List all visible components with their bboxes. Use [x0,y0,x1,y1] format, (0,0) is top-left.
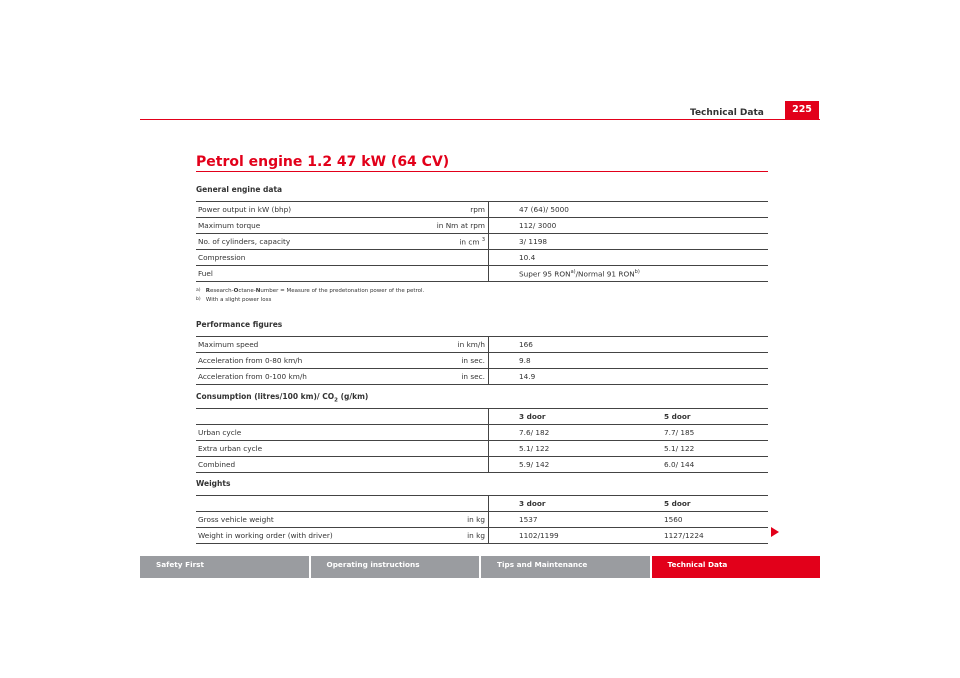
fuel-value [489,266,769,282]
row-label: Acceleration from 0-80 km/h [196,353,348,369]
weights-table [196,495,768,544]
consumption-table [196,408,768,473]
empty-cell [348,425,489,441]
table-row [196,457,768,473]
header-rule [140,119,820,120]
row-label: Extra urban cycle [196,441,348,457]
table-header-row [196,496,768,512]
row-value: 7.7/ 185 [661,425,768,441]
row-value: 7.6/ 182 [489,425,662,441]
footnote-ref-b: b) [634,268,640,275]
row-value: 6.0/ 144 [661,457,768,473]
row-label: Urban cycle [196,425,348,441]
empty-cell [348,441,489,457]
footnote-initial: O [233,288,239,294]
row-label: Acceleration from 0-100 km/h [196,369,348,385]
row-unit: in sec. [348,353,489,369]
engine-data-heading: General engine data [196,185,283,194]
section-title-rule [196,171,768,172]
footnote-initial: N [255,288,261,294]
table-row [196,425,768,441]
table-row [196,369,768,385]
empty-cell [196,496,348,512]
weights-heading: Weights [196,479,231,488]
performance-table [196,336,768,385]
row-value: 9.8 [489,353,769,369]
footnote-b [196,297,271,303]
row-unit [348,250,489,266]
table-row [196,337,768,353]
table-row [196,441,768,457]
row-value: 166 [489,337,769,353]
table-row [196,234,768,250]
consumption-heading-text: Consumption (litres/100 km)/ CO [196,392,335,401]
row-value: 5.1/ 122 [489,441,662,457]
performance-heading: Performance figures [196,320,283,329]
row-value: 5.9/ 142 [489,457,662,473]
table-row [196,218,768,234]
table-header-row [196,409,768,425]
row-unit: in Nm at rpm [348,218,489,234]
table-row [196,202,768,218]
footnote-ref-a: a) [570,268,576,275]
footnote-text: esearch- [210,288,234,294]
co2-subscript: 2 [334,397,338,404]
row-value: 5.1/ 122 [661,441,768,457]
empty-cell [348,457,489,473]
row-value: 14.9 [489,369,769,385]
row-value: 112/ 3000 [489,218,769,234]
column-header: 5 door [661,496,768,512]
row-label: No. of cylinders, capacity [196,234,348,250]
row-unit: rpm [348,202,489,218]
empty-cell [196,409,348,425]
row-unit: in km/h [348,337,489,353]
row-label: Fuel [196,266,348,282]
footnote-text: With a slight power loss [205,297,272,303]
empty-cell [348,409,489,425]
page-number: 225 [785,101,819,119]
empty-cell [348,496,489,512]
row-unit: in cm [459,237,480,247]
footnote-mark: b) [196,297,201,302]
next-page-arrow-icon[interactable] [771,527,779,537]
row-unit [348,266,489,282]
tab-tips-and-maintenance[interactable]: Tips and Maintenance [481,556,650,578]
tab-operating-instructions[interactable]: Operating instructions [311,556,480,578]
row-value: 1102/1199 [489,528,662,544]
row-value: 10.4 [489,250,769,266]
table-row [196,250,768,266]
row-label: Maximum torque [196,218,348,234]
running-header-title: Technical Data [690,108,764,118]
row-label: Power output in kW (bhp) [196,202,348,218]
row-unit-cell [348,234,489,250]
row-value: 1537 [489,512,662,528]
row-unit: in kg [348,528,489,544]
unit-superscript: 3 [481,236,485,243]
row-label: Weight in working order (with driver) [196,528,348,544]
row-value: 3/ 1198 [489,234,769,250]
footnote-text: umber = Measure of the predetonation power of the petrol. [260,288,425,294]
consumption-heading-unit: (g/km) [337,392,369,401]
column-header: 5 door [661,409,768,425]
fuel-super: Super 95 RON [519,269,571,279]
row-label: Gross vehicle weight [196,512,348,528]
row-label: Compression [196,250,348,266]
row-label: Maximum speed [196,337,348,353]
section-title: Petrol engine 1.2 47 kW (64 CV) [196,154,450,170]
table-row [196,353,768,369]
footnote-mark: a) [196,288,201,293]
column-header: 3 door [489,409,662,425]
tab-technical-data[interactable]: Technical Data [652,556,821,578]
column-header: 3 door [489,496,662,512]
row-value: 1127/1224 [661,528,768,544]
consumption-heading [196,392,368,404]
table-row [196,266,768,282]
row-unit: in sec. [348,369,489,385]
footnote-initial: R [205,288,211,294]
row-label: Combined [196,457,348,473]
engine-data-table [196,201,768,282]
row-value: 47 (64)/ 5000 [489,202,769,218]
table-row [196,528,768,544]
chapter-tab-bar [140,556,820,578]
row-value: 1560 [661,512,768,528]
fuel-normal: /Normal 91 RON [575,269,635,279]
tab-safety-first[interactable]: Safety First [140,556,309,578]
table-row [196,512,768,528]
footnote-a [196,288,424,294]
footnote-text: ctane- [238,288,256,294]
row-unit: in kg [348,512,489,528]
